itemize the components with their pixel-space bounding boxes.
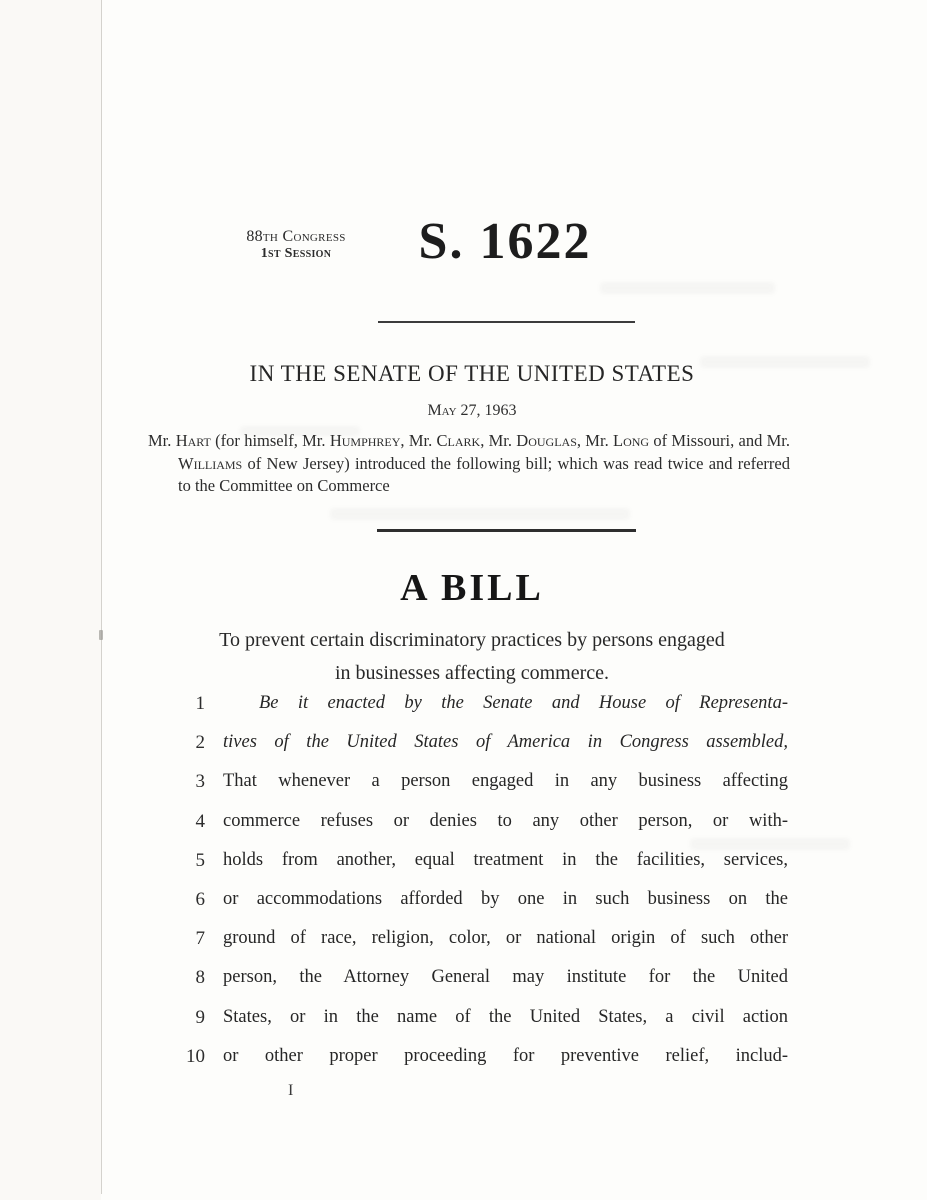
line-text: or accommodations afforded by one in such business on the [223, 888, 788, 909]
body-lines [166, 690, 788, 1082]
preamble [152, 624, 792, 690]
line-number: 4 [195, 810, 205, 832]
line-text: tives of the United States of America in Congress assembled, [223, 732, 788, 753]
line-text: or other proper proceeding for preventive relief, includ- [223, 1045, 788, 1066]
bill-text-line [166, 808, 788, 847]
bleed-through-artifact [330, 508, 630, 520]
sponsor-name: Long [613, 431, 650, 450]
bill-text-line [166, 925, 788, 964]
bill-text-line [166, 1004, 788, 1043]
sponsor-text: (for himself, Mr. [210, 431, 330, 450]
line-text: States, or in the name of the United States, a civil action [223, 1006, 788, 1027]
page-edge-crease [101, 0, 102, 1194]
line-number: 9 [195, 1006, 205, 1028]
line-text: That whenever a person engaged in any business affecting [223, 771, 788, 792]
bill-text-line [166, 690, 788, 729]
line-number: 2 [195, 732, 205, 754]
sponsor-statement [148, 430, 790, 498]
horizontal-rule-middle [377, 529, 636, 532]
line-text: Be it enacted by the Senate and House of Representa- [259, 693, 788, 713]
line-text: holds from another, equal treatment in the facilities, services, [223, 849, 788, 870]
bill-number: S. 1622 [418, 213, 592, 270]
sponsor-text: Mr. [148, 431, 176, 450]
bill-text-line [166, 729, 788, 768]
page-marker: I [288, 1082, 294, 1099]
sponsor-text: of New Jersey) introduced the following bill; which was read twice and referred to the Committee on Commerce [178, 453, 790, 495]
sponsor-name: Humphrey [329, 431, 401, 450]
preamble-line: in businesses affecting commerce. [335, 662, 609, 684]
line-number: 7 [195, 928, 205, 950]
preamble-line: To prevent certain discriminatory practices by persons engaged [219, 629, 725, 651]
introduction-date: May 27, 1963 [427, 402, 517, 419]
sponsor-name: Clark [436, 431, 481, 450]
chamber-heading: IN THE SENATE OF THE UNITED STATES [249, 361, 695, 386]
bill-title: A BILL [400, 567, 544, 609]
line-number: 5 [195, 849, 205, 871]
sponsor-name: Hart [175, 431, 211, 450]
bleed-through-artifact [600, 282, 775, 294]
line-number: 8 [195, 967, 205, 989]
line-text: ground of race, religion, color, or national origin of such other [223, 928, 788, 949]
sponsor-text: , Mr. [576, 431, 613, 450]
sponsor-text: of Missouri, and Mr. [649, 431, 791, 450]
sponsor-name: Williams [178, 453, 243, 473]
sponsor-text: , Mr. [480, 431, 517, 450]
line-text: commerce refuses or denies to any other person, or with- [223, 810, 788, 831]
bill-text-line [166, 1043, 788, 1082]
crease-mark [99, 630, 103, 640]
scan-left-margin [0, 0, 101, 1200]
session-label: 1st Session [260, 246, 332, 262]
bill-text-line [166, 768, 788, 807]
line-number: 3 [195, 771, 205, 793]
line-number: 6 [195, 888, 205, 910]
bill-text-line [166, 964, 788, 1003]
line-text: person, the Attorney General may institute for the United [223, 967, 788, 988]
line-number: 1 [195, 693, 205, 714]
sponsor-name: Douglas [516, 431, 577, 450]
bill-text-line [166, 886, 788, 925]
bill-text-line [166, 847, 788, 886]
horizontal-rule-top [378, 321, 635, 323]
line-number: 10 [186, 1045, 205, 1067]
sponsor-text: , Mr. [400, 431, 437, 450]
congress-session-block [222, 228, 370, 262]
congress-label: 88th Congress [246, 228, 346, 245]
